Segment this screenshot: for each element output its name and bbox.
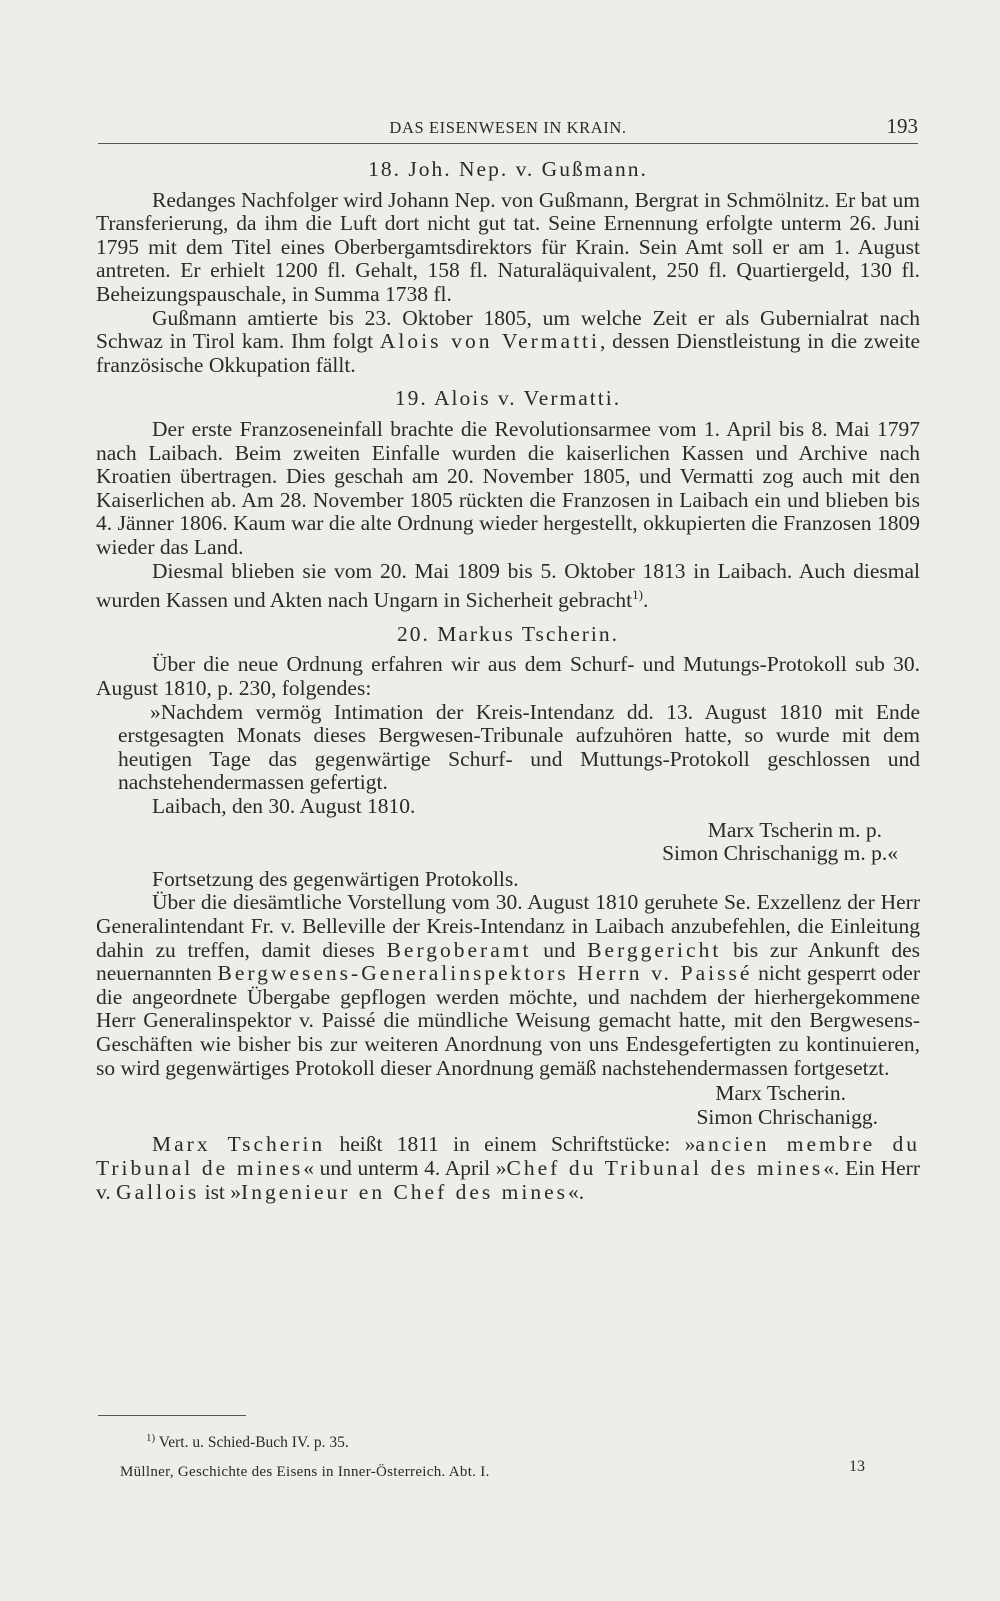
page-header xyxy=(98,112,918,144)
sheet-signature: 13 xyxy=(849,1458,865,1475)
footnote-rule xyxy=(98,1415,246,1416)
signature-line: Marx Tscherin m. p. xyxy=(707,817,882,842)
paragraph: Der erste Franzoseneinfall brachte die Revolutionsarmee vom 1. April bis 8. Mai 1797 nach Laibach. Beim zweiten Einfalle wurden die kaiserlichen Kassen und Archive nach Kroatien übertragen. Dies geschah am 20. November 1805, und Vermatti zog auch mit den Kaiserlichen ab. Am 28. November 1805 rückten die Franzosen in Laibach ein und blieben bis 4. Jänner 1806. Kaum war die alte Ordnung wieder hergestellt, okkupierten die Franzosen 1809 wieder das Land. xyxy=(96,416,920,559)
header-rule xyxy=(98,143,918,144)
page-number: 193 xyxy=(886,114,918,138)
section-heading-18: 18. Joh. Nep. v. Gußmann. xyxy=(368,157,648,181)
signature-line: Marx Tscherin. xyxy=(715,1081,846,1106)
spaced-name: Alois von Vermatti xyxy=(379,329,600,354)
footnote-ref: 1) xyxy=(632,587,643,603)
page-footer xyxy=(120,1458,865,1482)
source-line: Müllner, Geschichte des Eisens in Inner-Österreich. Abt. I. xyxy=(120,1464,490,1480)
paragraph: Fortsetzung des gegenwärtigen Protokolls. xyxy=(152,866,519,891)
paragraph: Über die diesämtliche Vorstellung vom 30. August 1810 geruhete Se. Exzellenz der Herr Generalintendant Fr. v. Belleville der Kreis-Intendanz in Laibach anzubefehlen, die Einleitung dahin zu treffen, damit dieses Bergoberamt und Berggericht bis zur Ankunft des neuernannten Bergwesens-Generalinspektors Herrn v. Paissé nicht gesperrt oder die angeordnete Übergabe gepflogen werden möchte, und nachdem der hierhergekommene Herr Generalinspektor v. Paissé die mündliche Weisung gemacht hatte, mit den Bergwesens-Geschäften wie bisher bis zur weiteren Anordnung von uns Endesgefertigten zu kontinuieren, so wird gegenwärtiges Protokoll dieser Anordnung gemäß nachstehendermassen fortgesetzt. xyxy=(96,890,921,1080)
paragraph: Über die neue Ordnung erfahren wir aus dem Schurf- und Mutungs-Protokoll sub 30. August 1810, p. 230, folgendes: xyxy=(96,652,920,701)
page-body xyxy=(96,158,920,1204)
signature-line: Simon Chrischanigg m. p.« xyxy=(662,841,898,866)
signature-line: Simon Chrischanigg. xyxy=(696,1104,878,1129)
running-title: DAS EISENWESEN IN KRAIN. xyxy=(389,118,627,137)
paragraph: Diesmal blieben sie vom 20. Mai 1809 bis 5. Oktober 1813 in Laibach. Auch diesmal wurden Kassen und Akten nach Ungarn in Sicherheit gebracht$^{1)}$. xyxy=(96,558,920,613)
dateline: Laibach, den 30. August 1810. xyxy=(152,794,416,818)
footnote: $^{1)}$ Vert. u. Schied-Buch IV. p. 35. xyxy=(146,1432,349,1452)
section-heading-19: 19. Alois v. Vermatti. xyxy=(394,386,622,411)
section-heading-20: 20. Markus Tscherin. xyxy=(396,621,619,646)
paragraph: Gußmann amtierte bis 23. Oktober 1805, um welche Zeit er als Gubernialrat nach Schwaz in Tirol kam. Ihm folgt Alois von Vermatti, dessen Dienstleistung in die zweite französische Okkupation fällt. xyxy=(96,305,921,377)
quoted-protocol: »Nachdem vermög Intimation der Kreis-Intendanz dd. 13. August 1810 mit Ende erstgesagten Monats dieses Bergwesen-Tribunale aufzuhören hatte, so wurde mit dem heutigen Tage das gegenwärtige Schurf- und Muttungs-Protokoll geschlossen und nachstehendermassen gefertigt. xyxy=(118,699,920,795)
paragraph: Redanges Nachfolger wird Johann Nep. von Gußmann, Bergrat in Schmölnitz. Er bat um Transferierung, da ihm die Luft dort nicht gut tat. Seine Ernennung erfolgte unterm 26. Juni 1795 mit dem Titel eines Oberbergamtsdirektors für Krain. Sein Amt soll er am 1. August antreten. Er erhielt 1200 fl. Gehalt, 158 fl. Naturaläquivalent, 250 fl. Quartiergeld, 130 fl. Beheizungspauschale, in Summa 1738 fl. xyxy=(96,187,920,306)
paragraph: Marx Tscherin heißt 1811 in einem Schriftstücke: »ancien membre du Tribunal de mines« und unterm 4. April »Chef du Tribunal des mines«. Ein Herr v. Gallois ist »Ingenieur en Chef des mines«. xyxy=(96,1132,920,1204)
